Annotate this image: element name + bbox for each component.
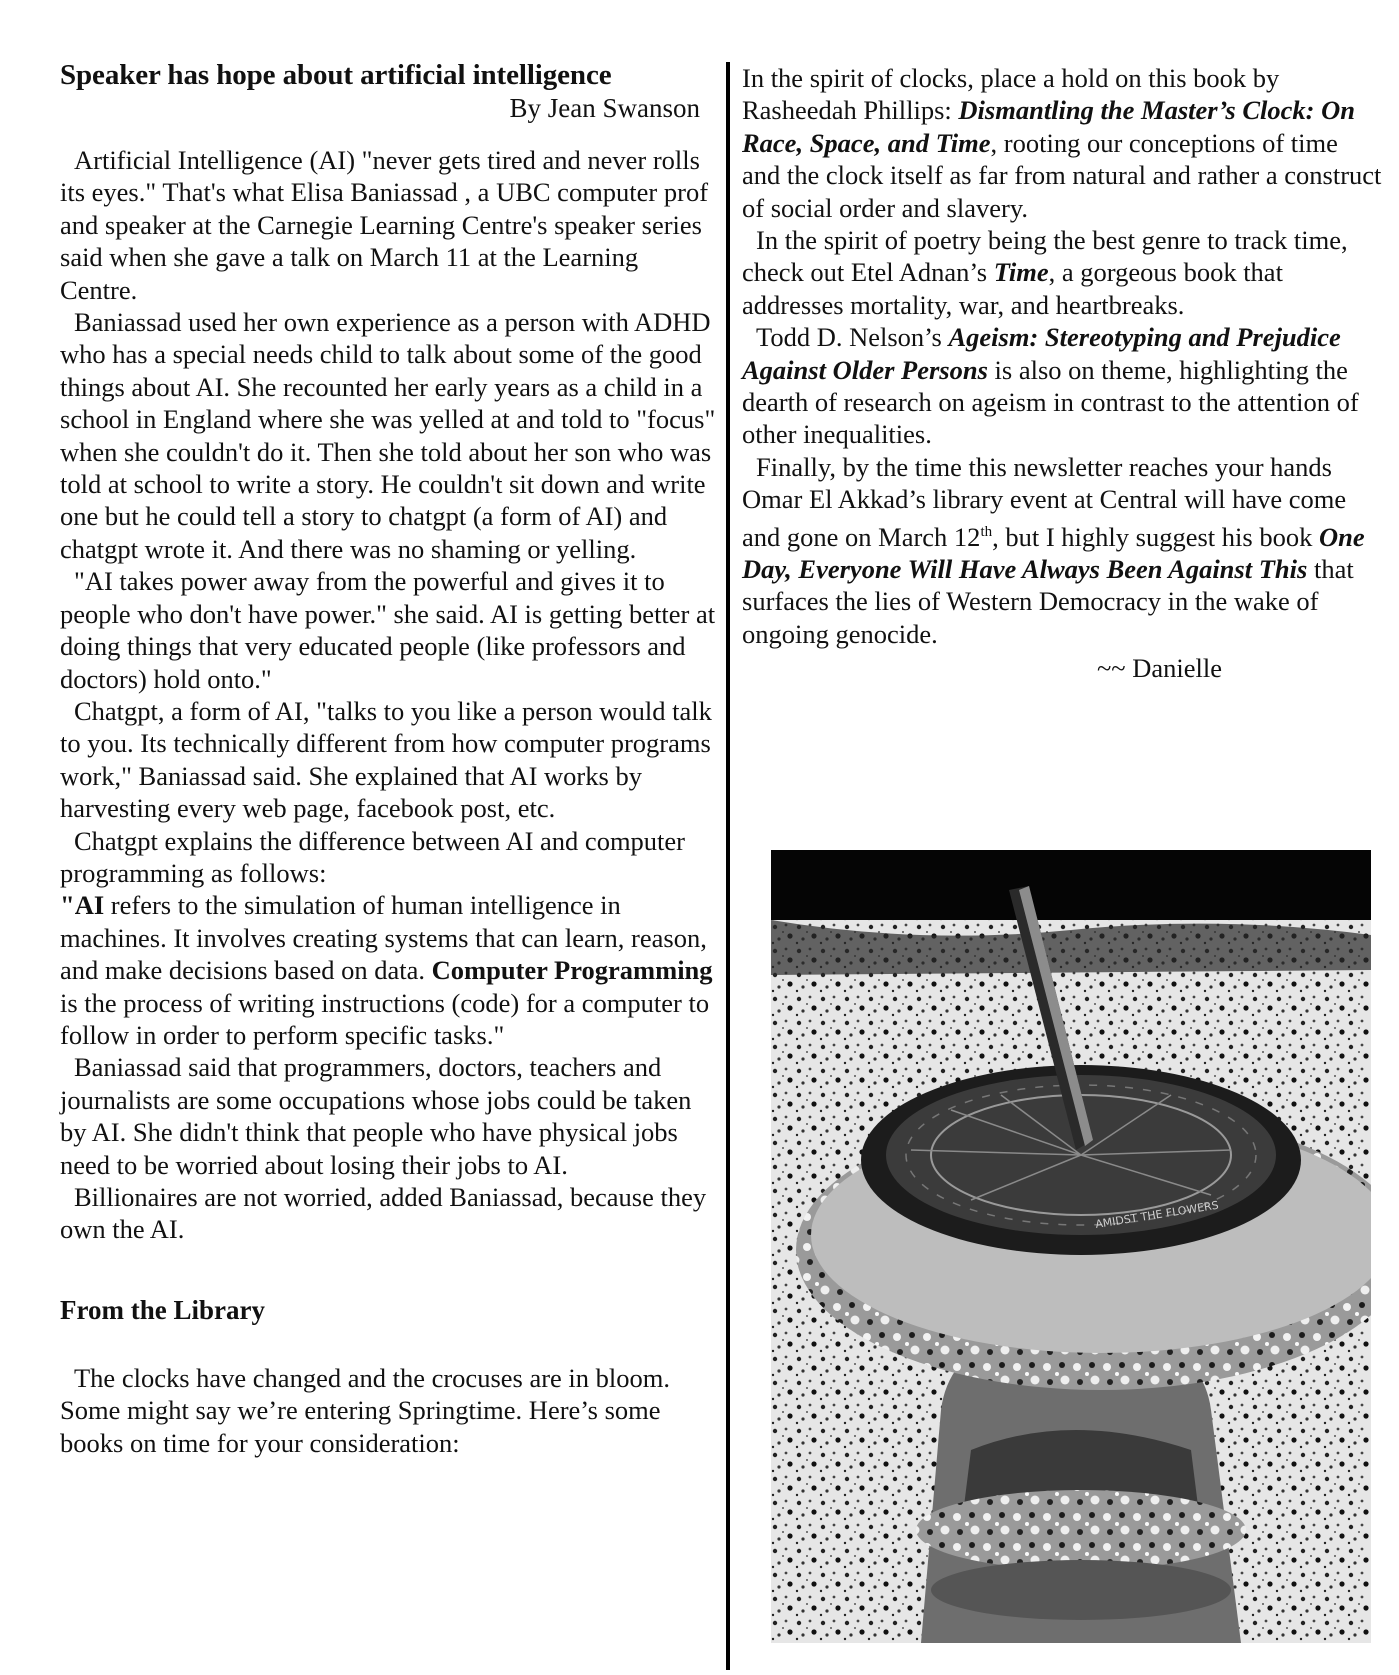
- left-column: [60, 58, 720, 1459]
- article-byline: By Jean Swanson: [509, 93, 700, 123]
- library-heading: From the Library: [60, 1294, 265, 1325]
- quote-open-mark: ": [60, 890, 75, 921]
- dark-top-band: [771, 850, 1371, 920]
- article-paragraph-7: Billionaires are not worried, added Baniassad, because they own the AI.: [60, 1182, 707, 1245]
- article-paragraph-1: Artificial Intelligence (AI) "never gets tired and never rolls its eyes." That's what Elisa Baniassad , a UBC computer prof and speaker at the Carnegie Learning Centre's speaker series said when she gave a talk on March 11 at the Learning Centre.: [60, 145, 709, 305]
- library-book-2: [742, 224, 1382, 321]
- book-2-intro: In the spirit of poetry being the best genre to track time, check out Etel Adnan’s: [742, 225, 1348, 288]
- date-ordinal-suffix: th: [980, 523, 993, 540]
- book-2-title: Time: [993, 257, 1049, 288]
- book-4-mid: , but I highly suggest his book: [992, 521, 1319, 552]
- book-3-title: Ageism: Stereotyping and Prejudice Against Older Persons: [742, 322, 1341, 385]
- article-paragraph-6: Baniassad said that programmers, doctors, teachers and journalists are some occupations whose jobs could be taken by AI. She didn't think that people who have physical jobs need to be worried about losing their jobs to AI.: [60, 1052, 692, 1180]
- dial-inscription: AMIDST THE FLOWERS: [1094, 1198, 1220, 1231]
- book-3-intro: Todd D. Nelson’s: [756, 322, 949, 353]
- article-paragraph-3: "AI takes power away from the powerful and gives it to people who don't have power." she said. AI is getting better at doing things that very educated people (like professors and doctors) hold onto.": [60, 566, 716, 694]
- library-book-4: [742, 451, 1382, 650]
- book-4-intro: Finally, by the time this newsletter reaches your hands Omar El Akkad’s library event at Central will have come and gone on March 12: [742, 451, 1347, 552]
- book-4-title: One Day, Everyone Will Have Always Been Against This: [742, 521, 1365, 584]
- book-1-intro: In the spirit of clocks, place a hold on this book by Rasheedah Phillips:: [742, 63, 1280, 126]
- library-book-3: [742, 321, 1382, 451]
- library-book-1: [742, 62, 1382, 224]
- chatgpt-quote: [60, 889, 720, 1051]
- article-paragraph-2: Baniassad used her own experience as a person with ADHD who has a special needs child to talk about some of the good things about AI. She recounted her early years as a child in a school in England where she was yelled at and told to "focus" when she couldn't do it. Then she told about her son who was told at school to write a story. He couldn't sit down and write one but he could tell a story to chatgpt (a form of AI) and chatgpt wrote it. And there was no shaming or yelling.: [60, 307, 716, 564]
- quote-term-ai: AI: [74, 890, 105, 921]
- article-paragraph-4: Chatgpt, a form of AI, "talks to you like a person would talk to you. Its technically different from how computer programs work," Baniassad said. She explained that AI works by harvesting every web page, facebook post, etc.: [60, 695, 712, 824]
- right-column: [742, 62, 1382, 684]
- sundial-photo: [771, 850, 1371, 1643]
- library-intro: The clocks have changed and the crocuses are in bloom. Some might say we’re entering Springtime. Here’s some books on time for your consideration:: [60, 1362, 671, 1458]
- book-1-desc: , rooting our conceptions of time and the clock itself as far from natural and rather a construct of social order and slavery.: [742, 127, 1382, 223]
- quote-term-programming: Computer Programming: [431, 955, 713, 986]
- library-signature: ~~ Danielle: [1096, 653, 1222, 684]
- book-4-desc: that surfaces the lies of Western Democracy in the wake of ongoing genocide.: [742, 553, 1354, 649]
- book-3-desc: is also on theme, highlighting the dearth of research on ageism in contrast to the attention of other inequalities.: [742, 354, 1359, 450]
- quote-definition-ai: refers to the simulation of human intelligence in machines. It involves creating systems that can learn, reason, and make decisions based on data.: [60, 890, 707, 986]
- sundial-illustration: [771, 850, 1371, 1643]
- article-headline: Speaker has hope about artificial intelligence: [60, 59, 612, 91]
- column-divider: [726, 62, 730, 1670]
- quote-definition-programming: is the process of writing instructions (code) for a computer to follow in order to perform specific tasks.": [60, 987, 710, 1050]
- article-paragraph-5: Chatgpt explains the difference between AI and computer programming as follows:: [60, 825, 686, 888]
- book-1-title: Dismantling the Master’s Clock: On Race, Space, and Time: [742, 95, 1355, 158]
- book-2-desc: , a gorgeous book that addresses mortality, war, and heartbreaks.: [742, 257, 1283, 320]
